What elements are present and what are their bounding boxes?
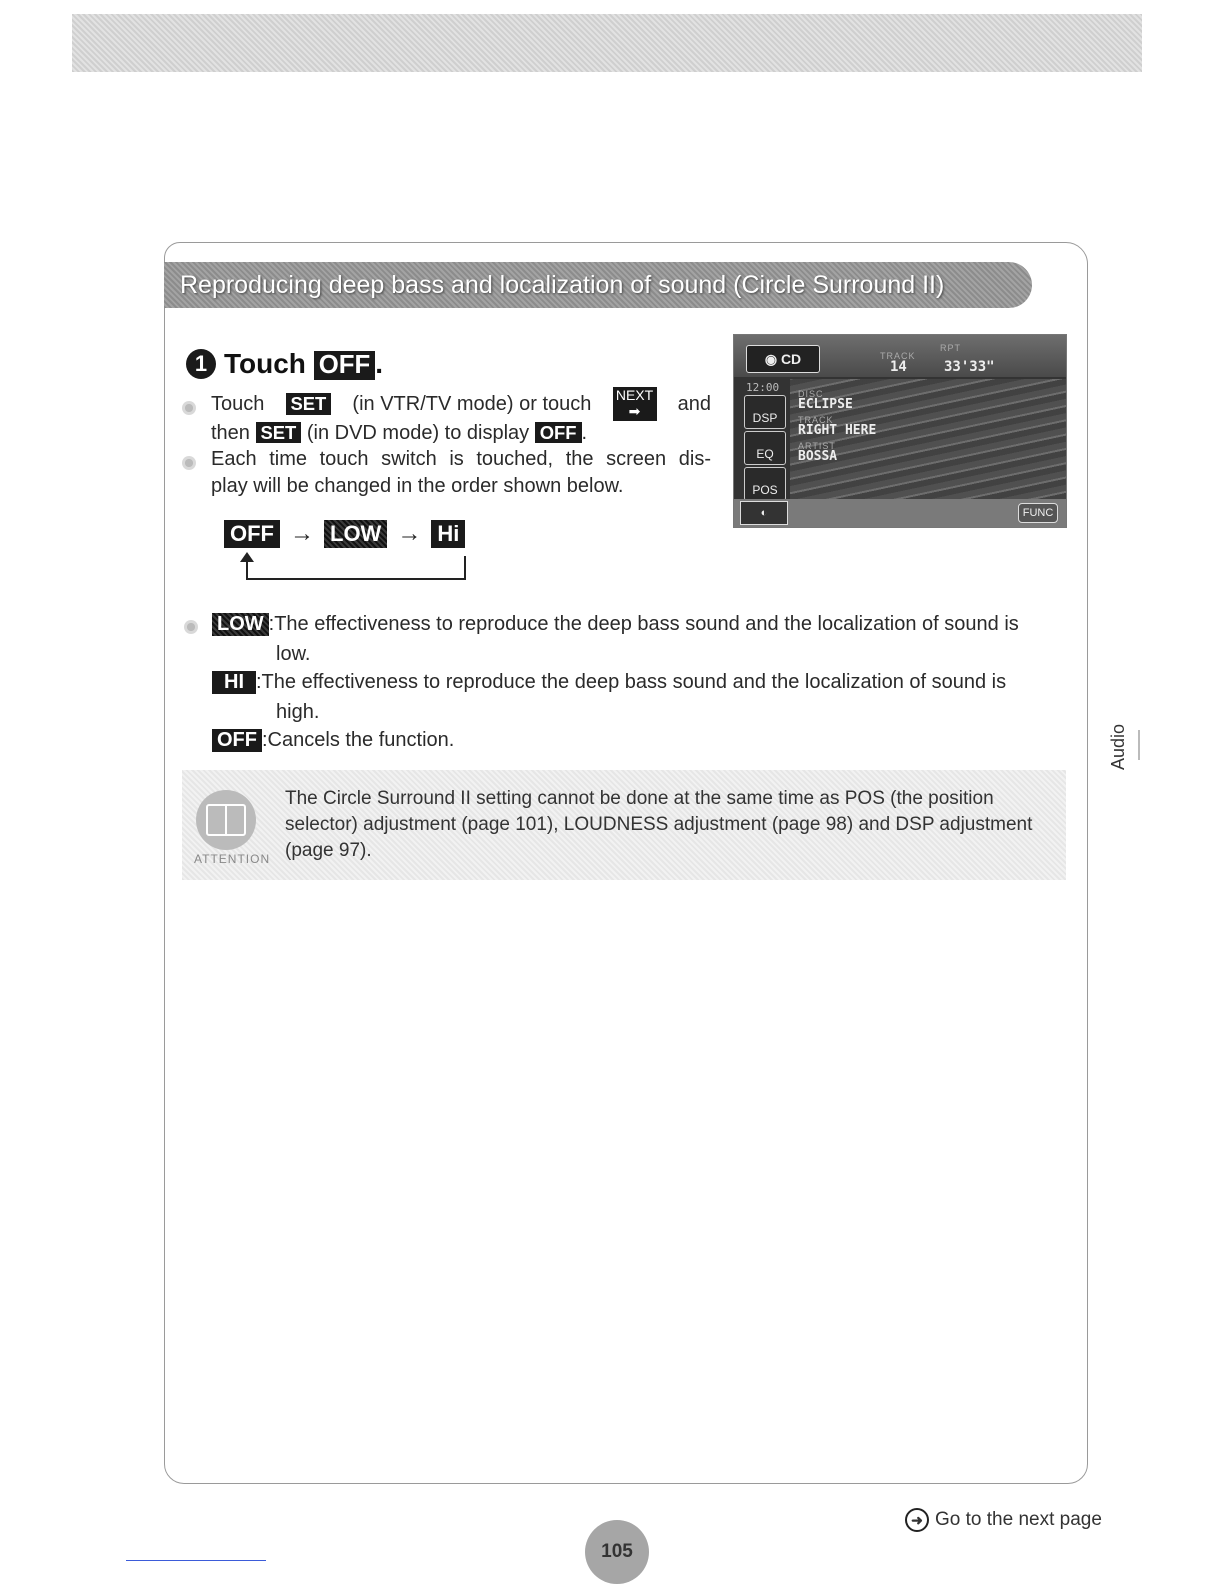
flow-low-key: LOW — [324, 520, 387, 547]
artist-label: ARTIST — [798, 441, 836, 451]
return-line — [246, 556, 466, 580]
off-key: OFF — [535, 422, 582, 443]
track-name-label: TRACK — [798, 415, 834, 425]
dsp-button: DSP — [744, 395, 786, 429]
definition-hi-cont: high. — [276, 701, 320, 723]
low-key: LOW — [212, 613, 269, 636]
arrow-right-icon: → — [397, 520, 422, 547]
book-icon — [196, 790, 256, 850]
elapsed-time: 33'33" — [944, 359, 995, 375]
section-title: Reproducing deep bass and localization of sound (Circle Surround II) — [164, 262, 1032, 308]
flow-off-key: OFF — [224, 520, 280, 547]
instruction-paragraph-2: Each time touch switch is touched, the screen dis- play will be changed in the order shown below. — [211, 448, 711, 497]
off-key: OFF — [314, 351, 376, 381]
circle-surround-button: ◐ — [740, 501, 788, 525]
track-label: TRACK — [880, 351, 916, 361]
display-screenshot — [733, 334, 1067, 528]
eq-button: EQ — [744, 431, 786, 465]
definition-low: LOW :The effectiveness to reproduce the deep bass sound and the localization of sound is — [212, 610, 1019, 639]
attention-text: The Circle Surround II setting cannot be done at the same time as POS (the position selector) adjustment (page 101), LOUDNESS adjustment (page 98) and DSP adjustment (page 97). — [285, 788, 1033, 861]
func-button: FUNC — [1018, 503, 1058, 523]
pos-button: POS — [744, 467, 786, 501]
instruction-paragraph-1: Touch SET (in VTR/TV mode) or touch NEXT ➡ and then SET (in DVD mode) to display OFF . — [211, 387, 711, 444]
set-key: SET — [256, 422, 302, 443]
artist-name: BOSSA — [798, 449, 838, 464]
step-1 — [186, 344, 383, 384]
disc-title: ECLIPSE — [798, 397, 853, 412]
arrow-up-icon — [240, 552, 254, 562]
section-tab-audio: Audio — [1108, 723, 1128, 771]
top-header-band — [72, 14, 1142, 72]
arrow-right-icon: → — [290, 520, 314, 547]
track-number: 14 — [890, 359, 907, 375]
tab-marker — [1138, 730, 1140, 760]
time-label: RPT — [940, 343, 961, 353]
off-key: OFF — [212, 729, 262, 752]
step-text: Touch OFF . — [224, 347, 383, 379]
page-number: 105 — [585, 1520, 649, 1584]
bullet-icon — [182, 401, 196, 415]
attention-label: ATTENTION — [194, 852, 271, 866]
definition-hi: HI :The effectiveness to reproduce the deep bass sound and the localization of sound is — [212, 668, 1006, 697]
hi-key: HI — [212, 671, 256, 694]
next-page-link[interactable]: ➜ Go to the next page — [905, 1508, 1102, 1532]
mode-cycle-flow — [224, 520, 465, 548]
step-number: 1 — [186, 349, 216, 379]
disc-label: DISC — [798, 389, 824, 399]
footer-rule — [126, 1560, 266, 1561]
track-title: RIGHT HERE — [798, 423, 877, 438]
bullet-icon — [184, 620, 198, 634]
next-key: NEXT ➡ — [613, 387, 657, 421]
cd-source-button: ◉ CD — [746, 345, 820, 373]
flow-hi-key: Hi — [431, 520, 465, 547]
definition-off: OFF :Cancels the function. — [212, 726, 454, 755]
definition-low-cont: low. — [276, 643, 311, 665]
arrow-right-circle-icon: ➜ — [905, 1508, 929, 1532]
clock: 12:00 — [746, 381, 780, 394]
bullet-icon — [182, 456, 196, 470]
set-key: SET — [286, 393, 332, 414]
